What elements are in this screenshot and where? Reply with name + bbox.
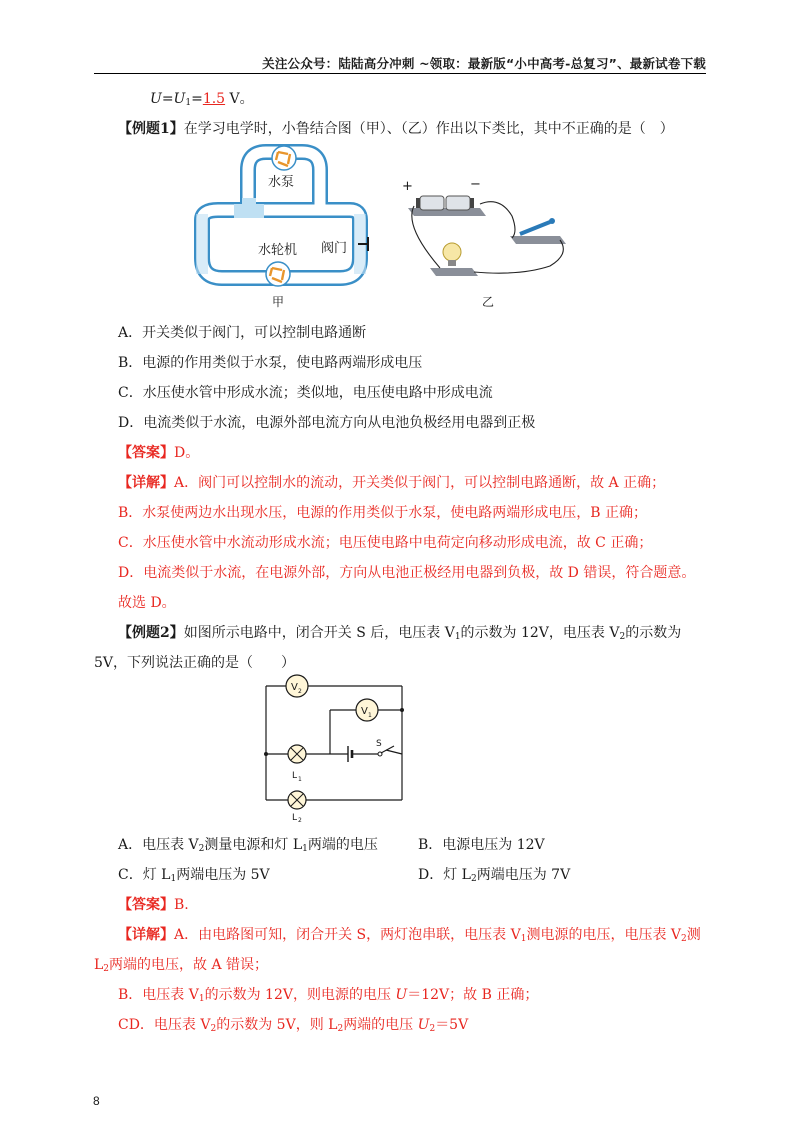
ex2-d3-sub: 1 — [198, 994, 205, 1004]
ex2-question-line2: 5V，下列说法正确的是（ ） — [94, 655, 296, 671]
ex2-c-sub: 1 — [170, 874, 177, 884]
ex2-answer — [118, 894, 189, 914]
ex1-conclusion: 故选 D。 — [118, 595, 176, 611]
ex2-option-b: B．电源电压为 12V — [418, 837, 545, 853]
ex2-label: 【例题2】 — [118, 625, 184, 641]
ex2-d2-a: L — [94, 957, 104, 973]
ex2-d1-sub2: 2 — [681, 934, 687, 944]
ex1-option-a: A．开关类似于阀门，可以控制电路通断 — [118, 325, 367, 341]
ex2-option-d — [418, 864, 570, 884]
ex1-detail-a — [118, 472, 665, 492]
ex1-option-b: B．电源的作用类似于水泵，使电路两端形成电压 — [118, 355, 423, 371]
v1-label: V — [361, 706, 368, 717]
ex2-answer-label: 【答案】 — [118, 897, 174, 913]
ex2-q-part3: 的示数为 — [625, 625, 682, 641]
turbine-icon — [266, 262, 290, 286]
ex2-d4-a: CD．电压表 V — [118, 1017, 211, 1033]
ex2-d-pre: D．灯 L — [418, 867, 471, 883]
ex1-detail-d: D．电流类似于水流，在电源外部，方向从电池正极经用电器到负极，故 D 错误，符合题意。 — [118, 565, 696, 581]
ex2-d1-a: A．由电路图可知，闭合开关 S，两灯泡串联，电压表 V — [174, 927, 521, 943]
page-header: 关注公众号：陆陆高分冲刺 ~领取：最新版“小中高考-总复习”、最新试卷下载 — [262, 56, 706, 71]
battery-symbol-icon — [348, 746, 352, 762]
ex2-d1-c: 测 — [686, 927, 701, 943]
page-number: 8 — [93, 1094, 100, 1108]
ex1-detail-c: C．水压使水管中水流动形成水流；电压使电路中电荷定向移动形成电流，故 C 正确； — [118, 535, 653, 551]
valve-label: 阀门 — [321, 241, 348, 256]
intro-u1-sub: 1 — [185, 98, 192, 108]
ex2-d4-c: 两端的电压 — [343, 1017, 418, 1033]
figure-water-circuit — [190, 140, 370, 310]
v1-sub: 1 — [368, 712, 372, 719]
intro-line — [150, 88, 254, 108]
junction-dot — [264, 752, 268, 756]
ex2-d4-usub: 2 — [429, 1024, 436, 1034]
ex2-c-pre: C．灯 L — [118, 867, 171, 883]
bulb-icon — [430, 243, 478, 276]
figure-a-caption: 甲 — [272, 295, 285, 309]
ex2-detail-label: 【详解】 — [118, 927, 174, 943]
ex2-detail-line1 — [118, 924, 701, 944]
ex2-a-mid: 测量电源和灯 L — [204, 837, 303, 853]
intro-eq2: = — [191, 91, 203, 107]
ex2-d2-b: 两端的电压，故 A 错误； — [109, 957, 269, 973]
ex2-d4-b: 的示数为 5V，则 L — [216, 1017, 338, 1033]
ex2-a-post: 两端的电压 — [307, 837, 378, 853]
ex1-question-text: 在学习电学时，小鲁结合图（甲）、（乙）作出以下类比，其中不正确的是（ ） — [183, 121, 674, 137]
ex2-detail-line4 — [118, 1014, 468, 1034]
ex2-question-line1 — [118, 622, 681, 642]
ex2-d4-sub: 2 — [210, 1024, 217, 1034]
ex1-detail-a-text: A．阀门可以控制水的流动，开关类似于阀门，可以控制电路通断，故 A 正确； — [174, 475, 666, 491]
ex1-option-c: C．水压使水管中形成水流；类似地，电压使电路中形成电流 — [118, 385, 493, 401]
junction-dot — [400, 708, 404, 712]
ex1-label: 【例题1】 — [118, 121, 184, 137]
ex2-q-part2: 的示数为 12V，电压表 V — [460, 625, 620, 641]
ex1-question — [118, 118, 674, 138]
l1-sub: 1 — [298, 776, 302, 783]
ex2-option-a — [118, 834, 378, 854]
ex1-option-d: D．电流类似于水流，电源外部电流方向从电池负极经用电器到正极 — [118, 415, 536, 431]
pump-icon — [272, 146, 296, 170]
battery-icon — [408, 196, 486, 216]
l2-sub: 2 — [298, 817, 302, 822]
figure-electric-circuit — [400, 176, 580, 310]
circuit-diagram — [260, 674, 410, 822]
ex2-a-sub2: 1 — [302, 844, 308, 854]
voltmeter-v1-icon — [356, 699, 378, 721]
lamp-l1-icon — [288, 745, 306, 783]
l1-label: L — [292, 771, 298, 781]
water-pipe — [196, 152, 366, 278]
intro-u1: U — [173, 91, 186, 107]
v2-label: V — [291, 682, 298, 693]
ex2-q-sub1: 1 — [454, 632, 461, 642]
lamp-l2-icon — [288, 791, 306, 822]
intro-u: U — [150, 91, 162, 107]
ex2-option-c — [118, 864, 270, 884]
ex2-q-sub2: 2 — [619, 632, 626, 642]
ex2-d1-b: 测电源的电压，电压表 V — [526, 927, 682, 943]
switch-label: S — [376, 739, 382, 749]
turbine-label: 水轮机 — [258, 243, 298, 258]
ex2-q-part1: 如图所示电路中，闭合开关 S 后，电压表 V — [183, 625, 455, 641]
ex2-d2-sub: 2 — [103, 964, 110, 974]
figure-b-caption: 乙 — [482, 295, 495, 309]
ex1-answer-text: D。 — [174, 445, 200, 461]
battery-plus-label: + — [402, 179, 413, 194]
ex2-c-post: 两端电压为 5V — [176, 867, 270, 883]
ex2-detail-line3 — [118, 984, 538, 1004]
ex2-d-post: 两端电压为 7V — [476, 867, 571, 883]
ex2-d3-c: ＝12V；故 B 正确； — [407, 987, 539, 1003]
ex2-d4-sub2: 2 — [337, 1024, 344, 1034]
pump-label: 水泵 — [268, 175, 295, 190]
v2-sub: 2 — [298, 688, 302, 695]
l2-label: L — [292, 813, 298, 822]
ex2-d-sub: 2 — [470, 874, 477, 884]
ex2-d3-b: 的示数为 12V，则电源的电压 — [204, 987, 396, 1003]
switch-icon — [510, 218, 566, 244]
intro-unit: V。 — [225, 91, 254, 107]
intro-eq: = — [161, 91, 174, 107]
ex2-answer-text: B. — [174, 897, 189, 913]
switch-symbol-icon — [376, 739, 394, 756]
ex2-d3-a: B．电压表 V — [118, 987, 199, 1003]
ex1-answer-label: 【答案】 — [118, 445, 174, 461]
ex2-a-pre: A．电压表 V — [118, 837, 199, 853]
ex1-detail-label: 【详解】 — [118, 475, 174, 491]
ex1-answer — [118, 442, 199, 462]
ex1-detail-b: B．水泵使两边水出现水压，电源的作用类似于水泵，使电路两端形成电压，B 正确； — [118, 505, 648, 521]
ex2-d3-u: U — [395, 987, 408, 1003]
header-rule — [94, 73, 706, 74]
ex2-d1-sub: 1 — [520, 934, 527, 944]
intro-value: 1.5 — [202, 91, 226, 107]
ex2-d4-u: U — [417, 1017, 430, 1033]
ex2-d4-d: ＝5V — [435, 1017, 469, 1033]
ex2-detail-line2 — [94, 954, 268, 974]
voltmeter-v2-icon — [286, 675, 308, 697]
ex2-a-sub: 2 — [198, 844, 205, 854]
battery-minus-label: − — [470, 177, 481, 192]
